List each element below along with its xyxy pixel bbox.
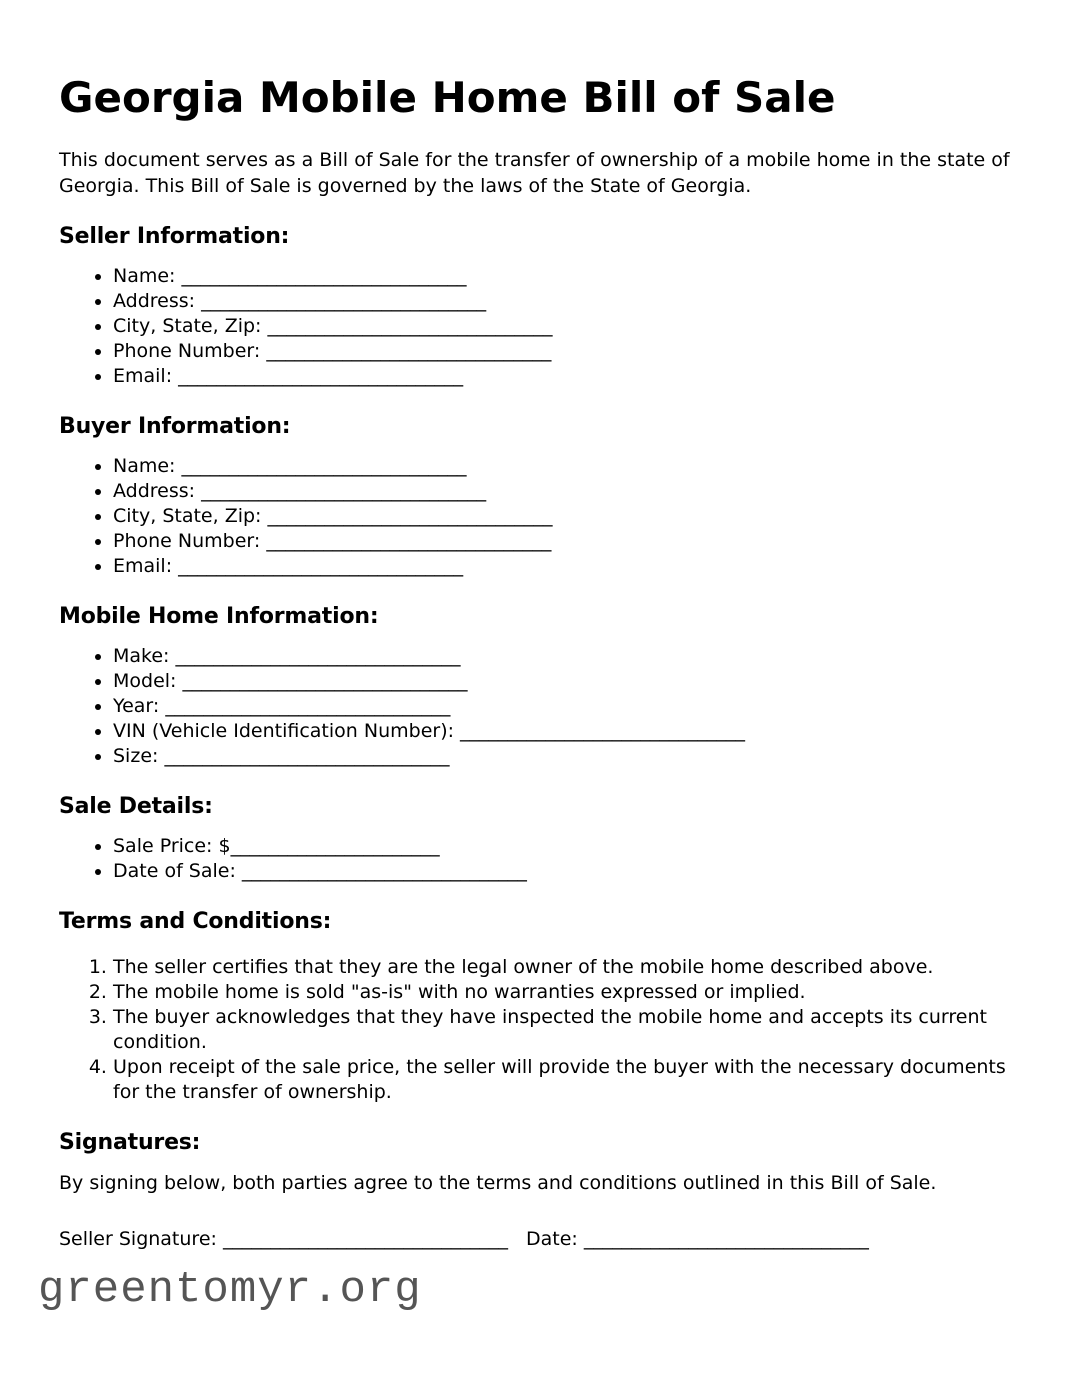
list-item: • Year: ______________________________ [113, 694, 1014, 719]
list-item: 3. The buyer acknowledges that they have inspected the mobile home and accepts its current condition. [113, 1005, 1014, 1055]
section-terms-and-conditions [59, 909, 1014, 1105]
list-item: • Name: ______________________________ [113, 454, 1014, 479]
list-item: • City, State, Zip: ______________________________ [113, 314, 1014, 339]
list-item: • VIN (Vehicle Identification Number): ______________________________ [113, 719, 1014, 744]
list-item: • Address: ______________________________ [113, 289, 1014, 314]
seller-information-list [59, 264, 1014, 389]
list-item: • Email: ______________________________ [113, 364, 1014, 389]
seller-signature-field: Seller Signature: ______________________________ [59, 1228, 508, 1250]
list-item: • City, State, Zip: ______________________________ [113, 504, 1014, 529]
sale-details-list [59, 834, 1014, 884]
signatures-heading: Signatures: [59, 1130, 201, 1155]
list-item: • Date of Sale: ______________________________ [113, 859, 1014, 884]
terms-and-conditions-heading: Terms and Conditions: [59, 909, 332, 934]
list-item: 1. The seller certifies that they are the legal owner of the mobile home described above. [113, 955, 1014, 980]
page-title: Georgia Mobile Home Bill of Sale [59, 73, 836, 122]
watermark: greentomyr.org [38, 1265, 422, 1315]
list-item: 2. The mobile home is sold "as-is" with no warranties expressed or implied. [113, 980, 1014, 1005]
buyer-information-list [59, 454, 1014, 579]
mobile-home-information-list [59, 644, 1014, 769]
seller-information-heading: Seller Information: [59, 224, 290, 249]
mobile-home-information-heading: Mobile Home Information: [59, 604, 379, 629]
section-seller-information [59, 224, 1014, 389]
date-field: Date: ______________________________ [526, 1228, 869, 1250]
sale-details-heading: Sale Details: [59, 794, 213, 819]
list-item: • Size: ______________________________ [113, 744, 1014, 769]
terms-and-conditions-list [59, 955, 1014, 1105]
signature-line [59, 1226, 1014, 1252]
section-sale-details [59, 794, 1014, 884]
list-item: • Name: ______________________________ [113, 264, 1014, 289]
list-item: • Phone Number: ______________________________ [113, 529, 1014, 554]
list-item: • Email: ______________________________ [113, 554, 1014, 579]
section-mobile-home-information [59, 604, 1014, 769]
list-item: 4. Upon receipt of the sale price, the seller will provide the buyer with the necessary documents for the transfer of ownership. [113, 1055, 1014, 1105]
list-item: • Model: ______________________________ [113, 669, 1014, 694]
list-item: • Address: ______________________________ [113, 479, 1014, 504]
signature-agreement-paragraph: By signing below, both parties agree to the terms and conditions outlined in this Bill of Sale. [59, 1172, 937, 1194]
buyer-information-heading: Buyer Information: [59, 414, 291, 439]
list-item: • Phone Number: ______________________________ [113, 339, 1014, 364]
intro-paragraph: This document serves as a Bill of Sale for the transfer of ownership of a mobile home in the state of Georgia. This Bill of Sale is governed by the laws of the State of Georgia. [59, 149, 1010, 197]
list-item: • Sale Price: $______________________ [113, 834, 1014, 859]
section-signatures [59, 1130, 1014, 1252]
section-buyer-information [59, 414, 1014, 579]
list-item: • Make: ______________________________ [113, 644, 1014, 669]
